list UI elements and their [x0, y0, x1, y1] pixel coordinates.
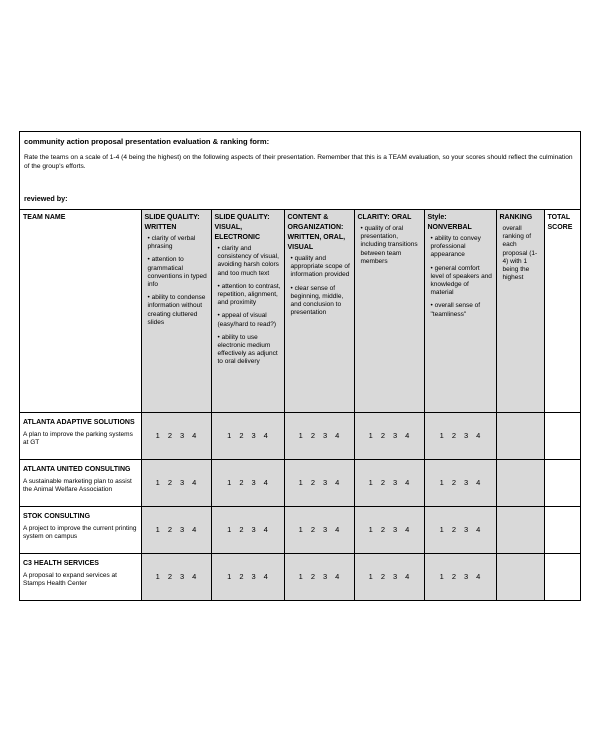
scale-3[interactable]: 3 [464, 525, 469, 534]
scale-2[interactable]: 2 [167, 478, 172, 487]
total-score-cell[interactable] [544, 459, 580, 506]
scale-1[interactable]: 1 [298, 572, 303, 582]
total-score-cell[interactable] [544, 553, 580, 600]
criteria-bullet: • quality and appropriate scope of information provided [290, 255, 350, 279]
total-score-cell[interactable] [544, 412, 580, 459]
header-title: CONTENT & ORGANIZATION: WRITTEN, ORAL, VISUAL [287, 214, 346, 251]
scale-4[interactable]: 4 [192, 525, 197, 534]
criteria-bullet: • clarity of verbal phrasing [147, 235, 196, 251]
scale-2[interactable]: 2 [451, 525, 456, 534]
team-cell [20, 553, 141, 600]
scale-1[interactable]: 1 [155, 572, 160, 582]
score-oral[interactable] [354, 459, 424, 506]
header-ranking [496, 210, 544, 412]
scale-4[interactable]: 4 [263, 478, 268, 487]
scale-2[interactable]: 2 [167, 572, 172, 582]
team-description: A sustainable marketing plan to assist the Animal Welfare Association [23, 477, 132, 493]
criteria-bullet: • quality of oral presentation, including transitions between team members [360, 225, 418, 265]
form-header [20, 132, 580, 210]
score-visual[interactable] [211, 553, 284, 600]
scale-4[interactable]: 4 [476, 478, 481, 487]
score-visual[interactable] [211, 459, 284, 506]
scale-1[interactable]: 1 [298, 431, 303, 440]
scale-2[interactable]: 2 [310, 525, 315, 534]
scale-2[interactable]: 2 [239, 431, 244, 440]
scale-3[interactable]: 3 [464, 572, 469, 582]
criteria-bullet: • appeal of visual (easy/hard to read?) [217, 312, 277, 328]
team-description: A proposal to expand services at Stamps Health Center [23, 571, 117, 587]
scale-1[interactable]: 1 [368, 478, 373, 487]
scale-2[interactable]: 2 [167, 431, 172, 440]
score-style[interactable] [424, 459, 496, 506]
score-oral[interactable] [354, 506, 424, 553]
score-oral[interactable] [354, 412, 424, 459]
scale-3[interactable]: 3 [393, 525, 398, 534]
score-written[interactable] [141, 553, 211, 600]
scale-3[interactable]: 3 [180, 431, 185, 440]
scale-3[interactable]: 3 [393, 572, 398, 582]
criteria-bullet: • clarity and consistency of visual, avoiding harsh colors and too much text [217, 245, 279, 277]
criteria-bullet: • ability to convey professional appearance [430, 235, 481, 259]
scale-4[interactable]: 4 [405, 525, 410, 534]
ranking-cell[interactable] [496, 412, 544, 459]
scale-2[interactable]: 2 [380, 572, 385, 582]
team-name: STOK CONSULTING [23, 512, 91, 520]
scale-3[interactable]: 3 [464, 431, 469, 440]
scale-1[interactable]: 1 [368, 572, 373, 582]
score-written[interactable] [141, 412, 211, 459]
scale-3[interactable]: 3 [323, 478, 328, 487]
criteria-bullet: • attention to grammatical conventions in typed info [147, 256, 207, 289]
header-title: SLIDE QUALITY: VISUAL, ELECTRONIC [214, 214, 270, 241]
header-title: Style: NONVERBAL [427, 214, 472, 231]
score-style[interactable] [424, 506, 496, 553]
scale-1[interactable]: 1 [227, 431, 232, 440]
header-slide-quality-written [141, 210, 211, 412]
criteria-bullet: • attention to contrast, repetition, alignment, and proximity [217, 282, 281, 307]
scale-2[interactable]: 2 [239, 478, 244, 487]
scale-3[interactable]: 3 [251, 572, 256, 582]
criteria-bullet: • ability to use electronic medium effectively as adjunct to oral delivery [217, 333, 278, 366]
team-description: A project to improve the current printing system on campus [23, 524, 137, 540]
scale-1[interactable]: 1 [439, 431, 444, 440]
scale-4[interactable]: 4 [405, 431, 410, 440]
scale-4[interactable]: 4 [476, 525, 481, 534]
scale-1[interactable]: 1 [227, 478, 232, 487]
header-style-nonverbal [424, 210, 496, 412]
scale-3[interactable]: 3 [251, 525, 256, 534]
form-title: community action proposal presentation evaluation & ranking form: [24, 137, 270, 146]
scale-4[interactable]: 4 [335, 431, 340, 440]
criteria-bullet: • general comfort level of speakers and knowledge of material [430, 264, 492, 297]
scale-4[interactable]: 4 [476, 572, 481, 582]
scale-4[interactable]: 4 [192, 478, 197, 487]
score-style[interactable] [424, 412, 496, 459]
header-title: TOTAL SCORE [547, 214, 573, 231]
score-visual[interactable] [211, 506, 284, 553]
header-clarity-oral [354, 210, 424, 412]
score-visual[interactable] [211, 412, 284, 459]
team-cell [20, 506, 141, 553]
criteria-bullet: • clear sense of beginning, middle, and conclusion to presentation [290, 284, 344, 317]
scale-1[interactable]: 1 [368, 525, 373, 534]
scale-1[interactable]: 1 [439, 478, 444, 487]
scale-4[interactable]: 4 [263, 572, 268, 582]
scale-3[interactable]: 3 [251, 478, 256, 487]
team-row [20, 506, 580, 553]
scale-1[interactable]: 1 [368, 431, 373, 440]
scale-3[interactable]: 3 [323, 572, 328, 582]
scale-2[interactable]: 2 [310, 572, 315, 582]
score-written[interactable] [141, 459, 211, 506]
header-slide-quality-visual [211, 210, 284, 412]
score-content[interactable] [284, 553, 354, 600]
scale-1[interactable]: 1 [439, 572, 444, 582]
evaluation-table [20, 210, 580, 600]
scale-2[interactable]: 2 [451, 572, 456, 582]
header-title: CLARITY: ORAL [357, 214, 412, 221]
scale-3[interactable]: 3 [464, 478, 469, 487]
form-instructions: Rate the teams on a scale of 1-4 (4 being the highest) on the following aspects of their presentation. Remember that this is a TEAM evaluation, so your scores should reflect the culmination of the group's efforts. [24, 154, 573, 170]
score-oral[interactable] [354, 553, 424, 600]
scale-2[interactable]: 2 [451, 478, 456, 487]
scale-1[interactable]: 1 [155, 431, 160, 440]
score-content[interactable] [284, 506, 354, 553]
header-total-score [544, 210, 580, 412]
scale-3[interactable]: 3 [180, 478, 185, 487]
reviewed-by-label: reviewed by: [24, 194, 68, 203]
team-name: ATLANTA UNITED CONSULTING [23, 465, 131, 473]
scale-4[interactable]: 4 [335, 478, 340, 487]
scale-3[interactable]: 3 [323, 431, 328, 440]
score-style[interactable] [424, 553, 496, 600]
team-cell [20, 459, 141, 506]
scale-3[interactable]: 3 [180, 525, 185, 534]
team-description: A plan to improve the parking systems at GT [23, 430, 133, 446]
total-score-cell[interactable] [544, 506, 580, 553]
scale-4[interactable]: 4 [405, 478, 410, 487]
scale-2[interactable]: 2 [310, 478, 315, 487]
scale-4[interactable]: 4 [335, 572, 340, 582]
scale-2[interactable]: 2 [380, 525, 385, 534]
scale-3[interactable]: 3 [180, 572, 185, 582]
team-row [20, 553, 580, 600]
scale-3[interactable]: 3 [323, 525, 328, 534]
header-team-name: TEAM NAME [20, 210, 141, 412]
scale-4[interactable]: 4 [192, 572, 197, 582]
scale-2[interactable]: 2 [451, 431, 456, 440]
scale-4[interactable]: 4 [476, 431, 481, 440]
team-name: C3 HEALTH SERVICES [23, 559, 99, 567]
scale-2[interactable]: 2 [310, 431, 315, 440]
scale-1[interactable]: 1 [439, 525, 444, 534]
scale-2[interactable]: 2 [167, 525, 172, 534]
header-title: RANKING [499, 214, 533, 221]
ranking-description: overall ranking of each proposal (1-4) with 1 being the highest [502, 225, 538, 282]
evaluation-form [19, 131, 581, 601]
score-written[interactable] [141, 506, 211, 553]
scale-2[interactable]: 2 [380, 431, 385, 440]
ranking-cell[interactable] [496, 459, 544, 506]
scale-1[interactable]: 1 [155, 525, 160, 534]
team-name: ATLANTA ADAPTIVE SOLUTIONS [23, 418, 135, 426]
scale-3[interactable]: 3 [251, 431, 256, 440]
scale-4[interactable]: 4 [192, 431, 197, 440]
team-row [20, 459, 580, 506]
header-row [20, 210, 580, 412]
team-row [20, 412, 580, 459]
scale-1[interactable]: 1 [298, 525, 303, 534]
ranking-cell[interactable] [496, 553, 544, 600]
criteria-bullet: • ability to condense information without creating cluttered slides [147, 294, 206, 326]
header-content-organization [284, 210, 354, 412]
scale-3[interactable]: 3 [393, 478, 398, 487]
team-cell [20, 412, 141, 459]
ranking-cell[interactable] [496, 506, 544, 553]
scale-1[interactable]: 1 [155, 478, 160, 487]
header-title: SLIDE QUALITY: WRITTEN [144, 214, 200, 231]
scale-4[interactable]: 4 [263, 431, 268, 440]
scale-1[interactable]: 1 [227, 572, 232, 582]
score-content[interactable] [284, 412, 354, 459]
criteria-bullet: • overall sense of "teamliness" [430, 302, 481, 318]
scale-1[interactable]: 1 [298, 478, 303, 487]
scale-2[interactable]: 2 [239, 525, 244, 534]
scale-2[interactable]: 2 [380, 478, 385, 487]
scale-4[interactable]: 4 [263, 525, 268, 534]
scale-2[interactable]: 2 [239, 572, 244, 582]
scale-4[interactable]: 4 [335, 525, 340, 534]
score-content[interactable] [284, 459, 354, 506]
scale-1[interactable]: 1 [227, 525, 232, 534]
scale-4[interactable]: 4 [405, 572, 410, 582]
scale-3[interactable]: 3 [393, 431, 398, 440]
